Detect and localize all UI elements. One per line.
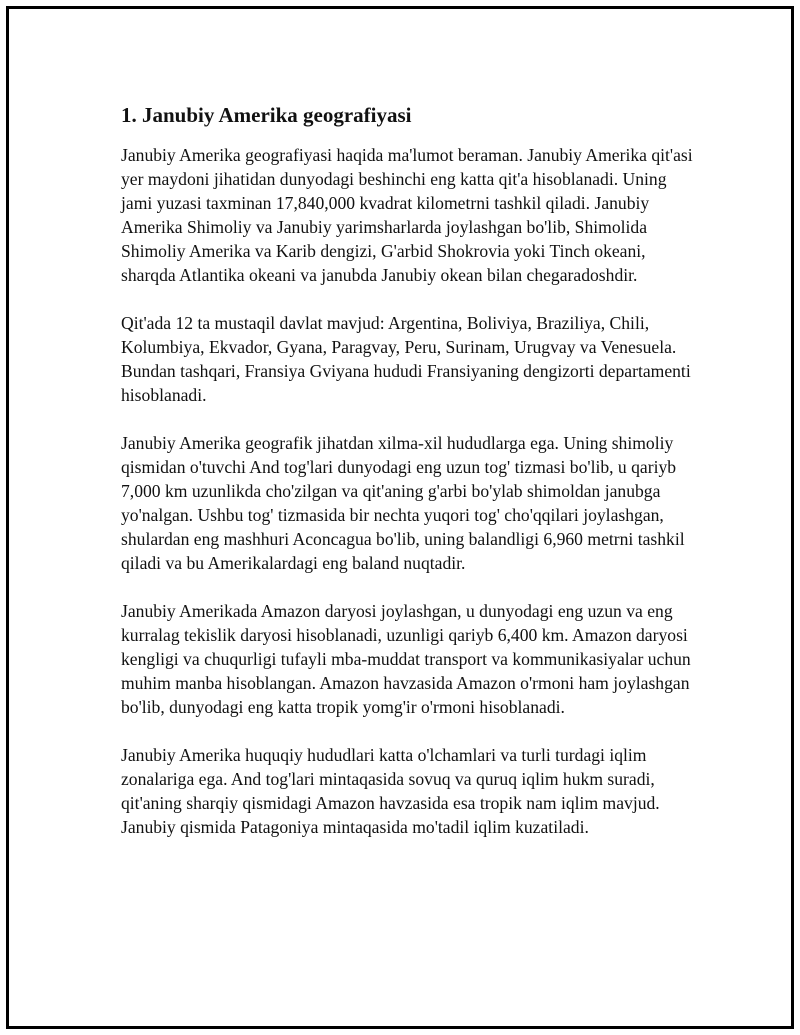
document-body bbox=[121, 99, 701, 863]
paragraph-2: Qit'ada 12 ta mustaqil davlat mavjud: Argentina, Boliviya, Braziliya, Chili, Kolumbiya, Ekvador, Gyana, Paragvay, Peru, Surinam, Urugvay va Venesuela. Bundan tashqari, Fransiya Gviyana hududi Fransiyaning dengizorti departamenti hisoblanadi. bbox=[121, 313, 691, 405]
paragraph-3: Janubiy Amerika geografik jihatdan xilma-xil hududlarga ega. Uning shimoliy qismidan o'tuvchi And tog'lari dunyodagi eng uzun tog' tizmasi bo'lib, u qariyb 7,000 km uzunlikda cho'zilgan va qit'aning g'arbi bo'ylab shimoldan janubga yo'nalgan. Ushbu tog' tizmasida bir nechta yuqori tog' cho'qqilari joylashgan, shulardan eng mashhuri Aconcagua bo'lib, uning balandligi 6,960 metrni tashkil qiladi va bu Amerikalardagi eng baland nuqtadir. bbox=[121, 433, 685, 573]
document-heading: 1. Janubiy Amerika geografiyasi bbox=[121, 103, 412, 127]
page-frame bbox=[6, 6, 794, 1029]
paragraph-4: Janubiy Amerikada Amazon daryosi joylashgan, u dunyodagi eng uzun va eng kurralag tekislik daryosi hisoblanadi, uzunligi qariyb 6,400 km. Amazon daryosi kengligi va chuqurligi tufayli mba-muddat transport va kommunikasiyalar uchun muhim manba hisoblangan. Amazon havzasida Amazon o'rmoni ham joylashgan bo'lib, dunyodagi eng katta tropik yomg'ir o'rmoni hisoblanadi. bbox=[121, 601, 691, 717]
paragraph-5: Janubiy Amerika huquqiy hududlari katta o'lchamlari va turli turdagi iqlim zonalariga ega. And tog'lari mintaqasida sovuq va quruq iqlim hukm suradi, qit'aning sharqiy qismidagi Amazon havzasida esa tropik nam iqlim mavjud. Janubiy qismida Patagoniya mintaqasida mo'tadil iqlim kuzatiladi. bbox=[121, 745, 660, 837]
paragraph-1: Janubiy Amerika geografiyasi haqida ma'lumot beraman. Janubiy Amerika qit'asi yer maydoni jihatidan dunyodagi beshinchi eng katta qit'a hisoblanadi. Uning jami yuzasi taxminan 17,840,000 kvadrat kilometrni tashkil qiladi. Janubiy Amerika Shimoliy va Janubiy yarimsharlarda joylashgan bo'lib, Shimolida Shimoliy Amerika va Karib dengizi, G'arbid Shokrovia yoki Tinch okeani, sharqda Atlantika okeani va janubda Janubiy okean bilan chegaradoshdir. bbox=[121, 145, 693, 285]
